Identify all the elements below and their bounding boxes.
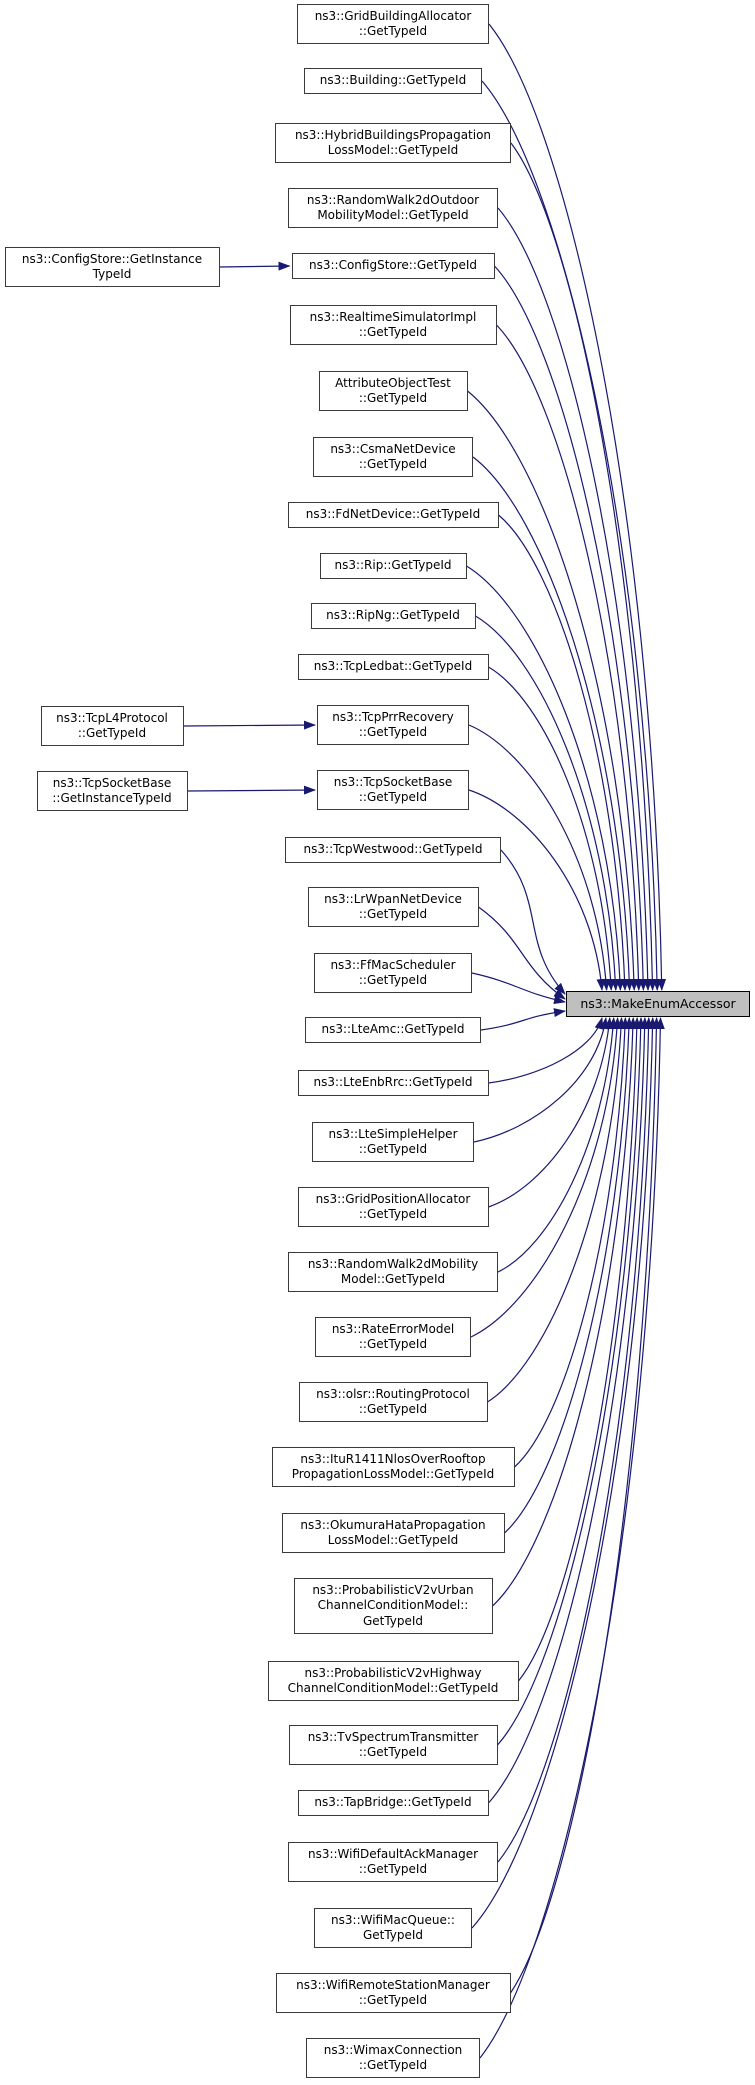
call-edge — [498, 1018, 649, 1862]
call-edge — [473, 457, 630, 990]
caller-node-grid-position-allocator-get-type-id[interactable]: ns3::GridPositionAllocator ::GetTypeId — [298, 1187, 489, 1227]
caller-node-tcp-prr-recovery-get-type-id[interactable]: ns3::TcpPrrRecovery ::GetTypeId — [317, 705, 469, 745]
caller-node-rip-get-type-id[interactable]: ns3::Rip::GetTypeId — [320, 553, 467, 579]
caller-node-fd-net-device-get-type-id[interactable]: ns3::FdNetDevice::GetTypeId — [288, 502, 499, 528]
caller-node-lr-wpan-net-device-get-type-id[interactable]: ns3::LrWpanNetDevice ::GetTypeId — [308, 887, 479, 927]
caller-node-random-walk-2d-outdoor-mobility-model-get-type-id[interactable]: ns3::RandomWalk2dOutdoor MobilityModel::GetTypeId — [288, 188, 498, 228]
caller-node-random-walk-2d-mobility-model-get-type-id[interactable]: ns3::RandomWalk2dMobility Model::GetTypeId — [288, 1252, 498, 1292]
caller-node-building-get-type-id[interactable]: ns3::Building::GetTypeId — [304, 68, 482, 94]
caller-node-probabilistic-v2v-highway-channel-condition-model-get-type-id[interactable]: ns3::ProbabilisticV2vHighway ChannelConditionModel::GetTypeId — [268, 1661, 519, 1701]
call-edge — [511, 1018, 657, 1993]
call-edge — [188, 790, 316, 791]
caller-node-tcp-l4-protocol-get-type-id[interactable]: ns3::TcpL4Protocol ::GetTypeId — [41, 706, 184, 746]
caller-node-wifi-default-ack-manager-get-type-id[interactable]: ns3::WifiDefaultAckManager ::GetTypeId — [288, 1842, 498, 1882]
caller-node-wimax-connection-get-type-id[interactable]: ns3::WimaxConnection ::GetTypeId — [306, 2038, 480, 2078]
caller-node-hybrid-buildings-propagation-loss-model-get-type-id[interactable]: ns3::HybridBuildingsPropagation LossModel::GetTypeId — [275, 123, 511, 163]
caller-node-rip-ng-get-type-id[interactable]: ns3::RipNg::GetTypeId — [311, 603, 476, 629]
call-edge — [499, 515, 626, 990]
caller-node-config-store-get-type-id[interactable]: ns3::ConfigStore::GetTypeId — [292, 253, 495, 279]
caller-node-ff-mac-scheduler-get-type-id[interactable]: ns3::FfMacScheduler ::GetTypeId — [314, 953, 472, 993]
call-edge — [474, 1018, 606, 1142]
caller-node-tcp-ledbat-get-type-id[interactable]: ns3::TcpLedbat::GetTypeId — [298, 654, 489, 680]
caller-node-lte-simple-helper-get-type-id[interactable]: ns3::LteSimpleHelper ::GetTypeId — [312, 1122, 474, 1162]
call-edge — [488, 1018, 622, 1402]
call-edge — [515, 1018, 626, 1467]
call-edge — [489, 1018, 603, 1083]
caller-node-tv-spectrum-transmitter-get-type-id[interactable]: ns3::TvSpectrumTransmitter ::GetTypeId — [289, 1725, 498, 1765]
caller-node-probabilistic-v2v-urban-channel-condition-model-get-type-id[interactable]: ns3::ProbabilisticV2vUrban ChannelConditionModel:: GetTypeId — [294, 1578, 493, 1634]
call-edge — [482, 81, 657, 990]
call-edge — [489, 1018, 610, 1207]
caller-node-tcp-westwood-get-type-id[interactable]: ns3::TcpWestwood::GetTypeId — [285, 837, 501, 863]
caller-node-wifi-mac-queue-get-type-id[interactable]: ns3::WifiMacQueue:: GetTypeId — [314, 1908, 472, 1948]
call-edge — [184, 725, 316, 726]
caller-node-tcp-socket-base-get-instance-type-id[interactable]: ns3::TcpSocketBase ::GetInstanceTypeId — [37, 771, 188, 811]
caller-node-lte-amc-get-type-id[interactable]: ns3::LteAmc::GetTypeId — [305, 1017, 481, 1043]
caller-node-tcp-socket-base-get-type-id[interactable]: ns3::TcpSocketBase ::GetTypeId — [317, 770, 469, 810]
caller-node-attribute-object-test-get-type-id[interactable]: AttributeObjectTest ::GetTypeId — [319, 371, 468, 411]
call-edge — [501, 850, 565, 994]
caller-node-olsr-routing-protocol-get-type-id[interactable]: ns3::olsr::RoutingProtocol ::GetTypeId — [299, 1382, 488, 1422]
call-edge — [220, 266, 290, 267]
caller-node-csma-net-device-get-type-id[interactable]: ns3::CsmaNetDevice ::GetTypeId — [313, 437, 473, 477]
call-edge — [479, 907, 566, 999]
caller-node-itu-r1411-nlos-over-rooftop-propagation-loss-model-get-type-id[interactable]: ns3::ItuR1411NlosOverRooftop PropagationLossModel::GetTypeId — [272, 1447, 515, 1487]
caller-node-rate-error-model-get-type-id[interactable]: ns3::RateErrorModel ::GetTypeId — [315, 1317, 471, 1357]
caller-node-realtime-simulator-impl-get-type-id[interactable]: ns3::RealtimeSimulatorImpl ::GetTypeId — [290, 305, 497, 345]
caller-node-grid-building-allocator-get-type-id[interactable]: ns3::GridBuildingAllocator ::GetTypeId — [297, 4, 489, 44]
caller-node-config-store-get-instance-type-id[interactable]: ns3::ConfigStore::GetInstance TypeId — [5, 247, 220, 287]
caller-node-okumura-hata-propagation-loss-model-get-type-id[interactable]: ns3::OkumuraHataPropagation LossModel::GetTypeId — [282, 1513, 505, 1553]
call-edge — [481, 1011, 565, 1030]
call-edge — [498, 1018, 642, 1745]
caller-node-wifi-remote-station-manager-get-type-id[interactable]: ns3::WifiRemoteStationManager ::GetTypeId — [276, 1973, 511, 2013]
call-edge — [505, 1018, 630, 1533]
caller-node-tap-bridge-get-type-id[interactable]: ns3::TapBridge::GetTypeId — [298, 1790, 489, 1816]
call-edge — [493, 1018, 634, 1606]
caller-node-lte-enb-rrc-get-type-id[interactable]: ns3::LteEnbRrc::GetTypeId — [298, 1070, 489, 1096]
target-node-make-enum-accessor[interactable]: ns3::MakeEnumAccessor — [566, 991, 750, 1017]
